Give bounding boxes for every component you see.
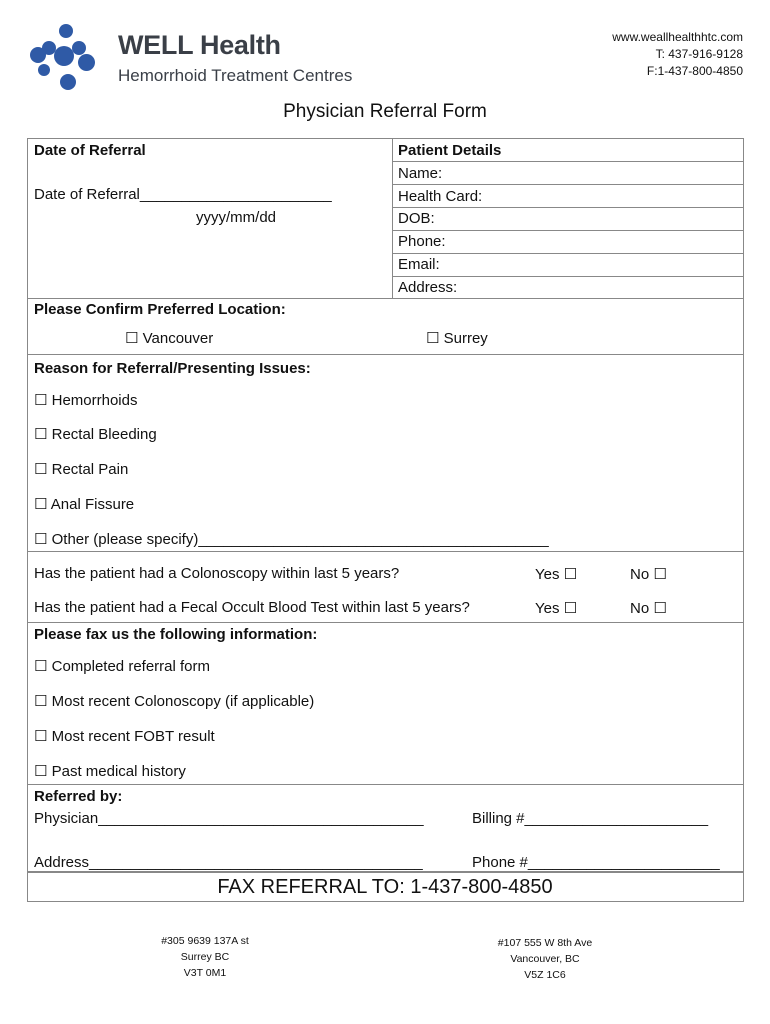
divider [27,354,744,355]
divider [392,161,744,162]
fobt-question: Has the patient had a Fecal Occult Blood Test within last 5 years? [34,599,470,616]
reason-hemorrhoids-checkbox[interactable]: ☐ Hemorrhoids [34,392,138,409]
patient-health-card-field[interactable]: Health Card: [398,188,483,205]
referred-by-heading: Referred by: [34,788,123,805]
patient-dob-field[interactable]: DOB: [398,210,435,227]
date-heading: Date of Referral [34,142,146,159]
footer-address-surrey [130,933,280,981]
location-vancouver-checkbox[interactable]: ☐ Vancouver [125,330,214,347]
reason-rectal-bleeding-checkbox[interactable]: ☐ Rectal Bleeding [34,426,157,443]
footer-surrey-line: Surrey BC [180,951,230,963]
footer-vancouver-line: V5Z 1C6 [524,969,566,981]
divider [392,276,744,277]
fax-info-heading: Please fax us the following information: [34,626,318,643]
logo-dot [30,47,46,63]
divider [392,207,744,208]
contact-phone: T: 437-916-9128 [655,47,743,61]
reason-other-checkbox[interactable]: ☐ Other (please specify)__________________________________________ [34,531,549,548]
footer-vancouver-line: #107 555 W 8th Ave [497,937,593,949]
fax-medical-history-checkbox[interactable]: ☐ Past medical history [34,763,186,780]
address-field[interactable]: Address________________________________________ [34,854,423,871]
divider [27,622,744,623]
logo-dot [38,64,50,76]
billing-field[interactable]: Billing #______________________ [472,810,709,827]
patient-phone-field[interactable]: Phone: [398,233,446,250]
footer-surrey-line: #305 9639 137A st [161,935,249,947]
logo [30,24,100,94]
patient-address-field[interactable]: Address: [398,279,458,296]
divider [27,784,744,785]
colonoscopy-no-checkbox[interactable]: No ☐ [630,566,667,583]
fobt-yes-checkbox[interactable]: Yes ☐ [535,600,578,617]
patient-details-heading: Patient Details [398,142,502,159]
phone-field[interactable]: Phone #_______________________ [472,854,720,871]
fax-fobt-checkbox[interactable]: ☐ Most recent FOBT result [34,728,215,745]
divider [392,184,744,185]
fax-referral-line: FAX REFERRAL TO: 1-437-800-4850 [217,876,553,898]
logo-dot [72,41,86,55]
reason-anal-fissure-checkbox[interactable]: ☐ Anal Fissure [34,496,135,513]
fax-completed-form-checkbox[interactable]: ☐ Completed referral form [34,658,211,675]
reason-heading: Reason for Referral/Presenting Issues: [34,360,311,377]
logo-dot [54,46,74,66]
patient-name-field[interactable]: Name: [398,165,443,182]
date-of-referral-field[interactable]: Date of Referral_______________________ [34,186,332,203]
colonoscopy-yes-checkbox[interactable]: Yes ☐ [535,566,578,583]
brand-name: WELL Health [118,30,281,60]
date-format-hint: yyyy/mm/dd [196,209,277,226]
contact-fax: F:1-437-800-4850 [646,64,743,78]
divider [392,138,393,298]
logo-dot [59,24,73,38]
logo-dot [60,74,76,90]
patient-email-field[interactable]: Email: [398,256,440,273]
form-title: Physician Referral Form [283,101,487,122]
location-surrey-checkbox[interactable]: ☐ Surrey [426,330,488,347]
colonoscopy-question: Has the patient had a Colonoscopy within last 5 years? [34,565,400,582]
location-heading: Please Confirm Preferred Location: [34,301,286,318]
divider [27,551,744,552]
footer-address-vancouver [470,935,620,983]
divider [392,253,744,254]
divider [392,230,744,231]
reason-rectal-pain-checkbox[interactable]: ☐ Rectal Pain [34,461,129,478]
brand-subtitle: Hemorrhoid Treatment Centres [118,66,353,85]
footer-vancouver-line: Vancouver, BC [510,953,580,965]
logo-dot [78,54,95,71]
divider [27,298,744,299]
physician-field[interactable]: Physician_______________________________________ [34,810,424,827]
fax-colonoscopy-checkbox[interactable]: ☐ Most recent Colonoscopy (if applicable) [34,693,315,710]
contact-website: www.weallhealthhtc.com [612,30,743,44]
footer-surrey-line: V3T 0M1 [183,967,227,979]
fobt-no-checkbox[interactable]: No ☐ [630,600,667,617]
